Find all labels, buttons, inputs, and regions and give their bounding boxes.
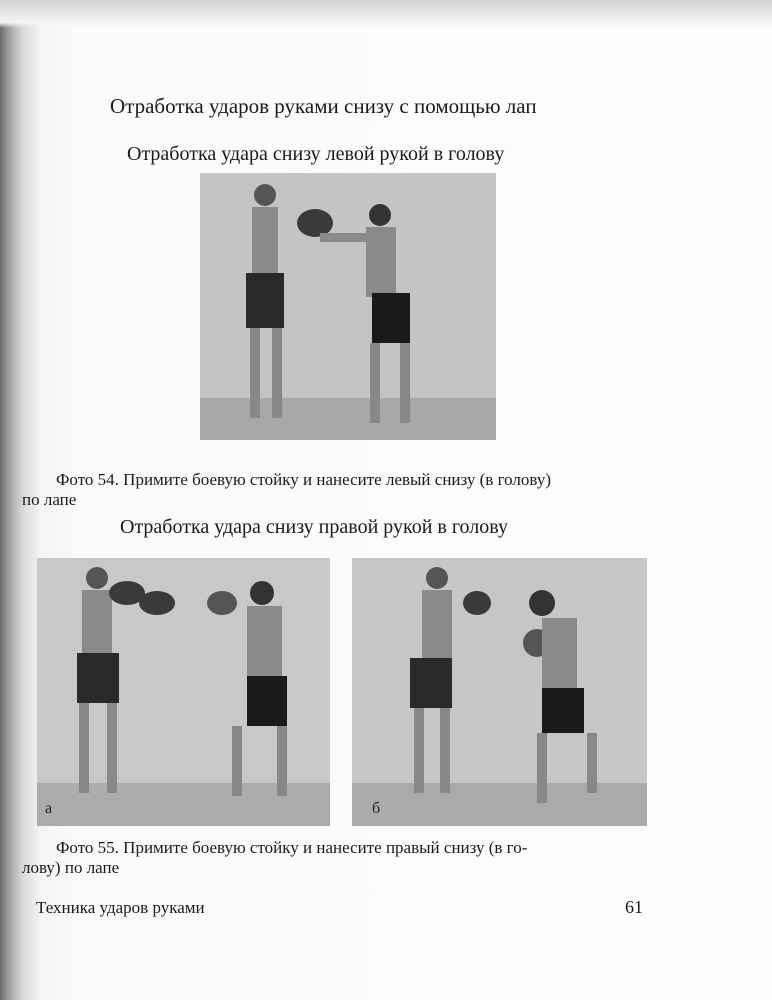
- photo-label-a: а: [45, 800, 53, 817]
- photo-55a: [37, 558, 330, 826]
- photo-55-caption-line2: лову) по лапе: [22, 858, 120, 877]
- running-footer-title: Техника ударов руками: [36, 898, 205, 917]
- page-number: 61: [625, 897, 643, 917]
- photo-54: [200, 173, 496, 440]
- subsection-title-right-uppercut: Отработка удара снизу правой рукой в голову: [120, 516, 509, 538]
- photo-54-caption-line2: по лапе: [22, 490, 77, 509]
- scan-shadow: [0, 0, 772, 28]
- photo-54-caption-line1: Фото 54. Примите боевую стойку и нанесите левый снизу (в голову): [56, 470, 551, 489]
- section-heading: Отработка ударов руками снизу с помощью лап: [110, 94, 537, 118]
- photo-55-caption-line1: Фото 55. Примите боевую стойку и нанесите правый снизу (в го-: [56, 838, 528, 857]
- photo-55b: [352, 558, 647, 826]
- photo-label-b: б: [372, 800, 381, 817]
- subsection-title-left-uppercut: Отработка удара снизу левой рукой в голову: [127, 143, 505, 165]
